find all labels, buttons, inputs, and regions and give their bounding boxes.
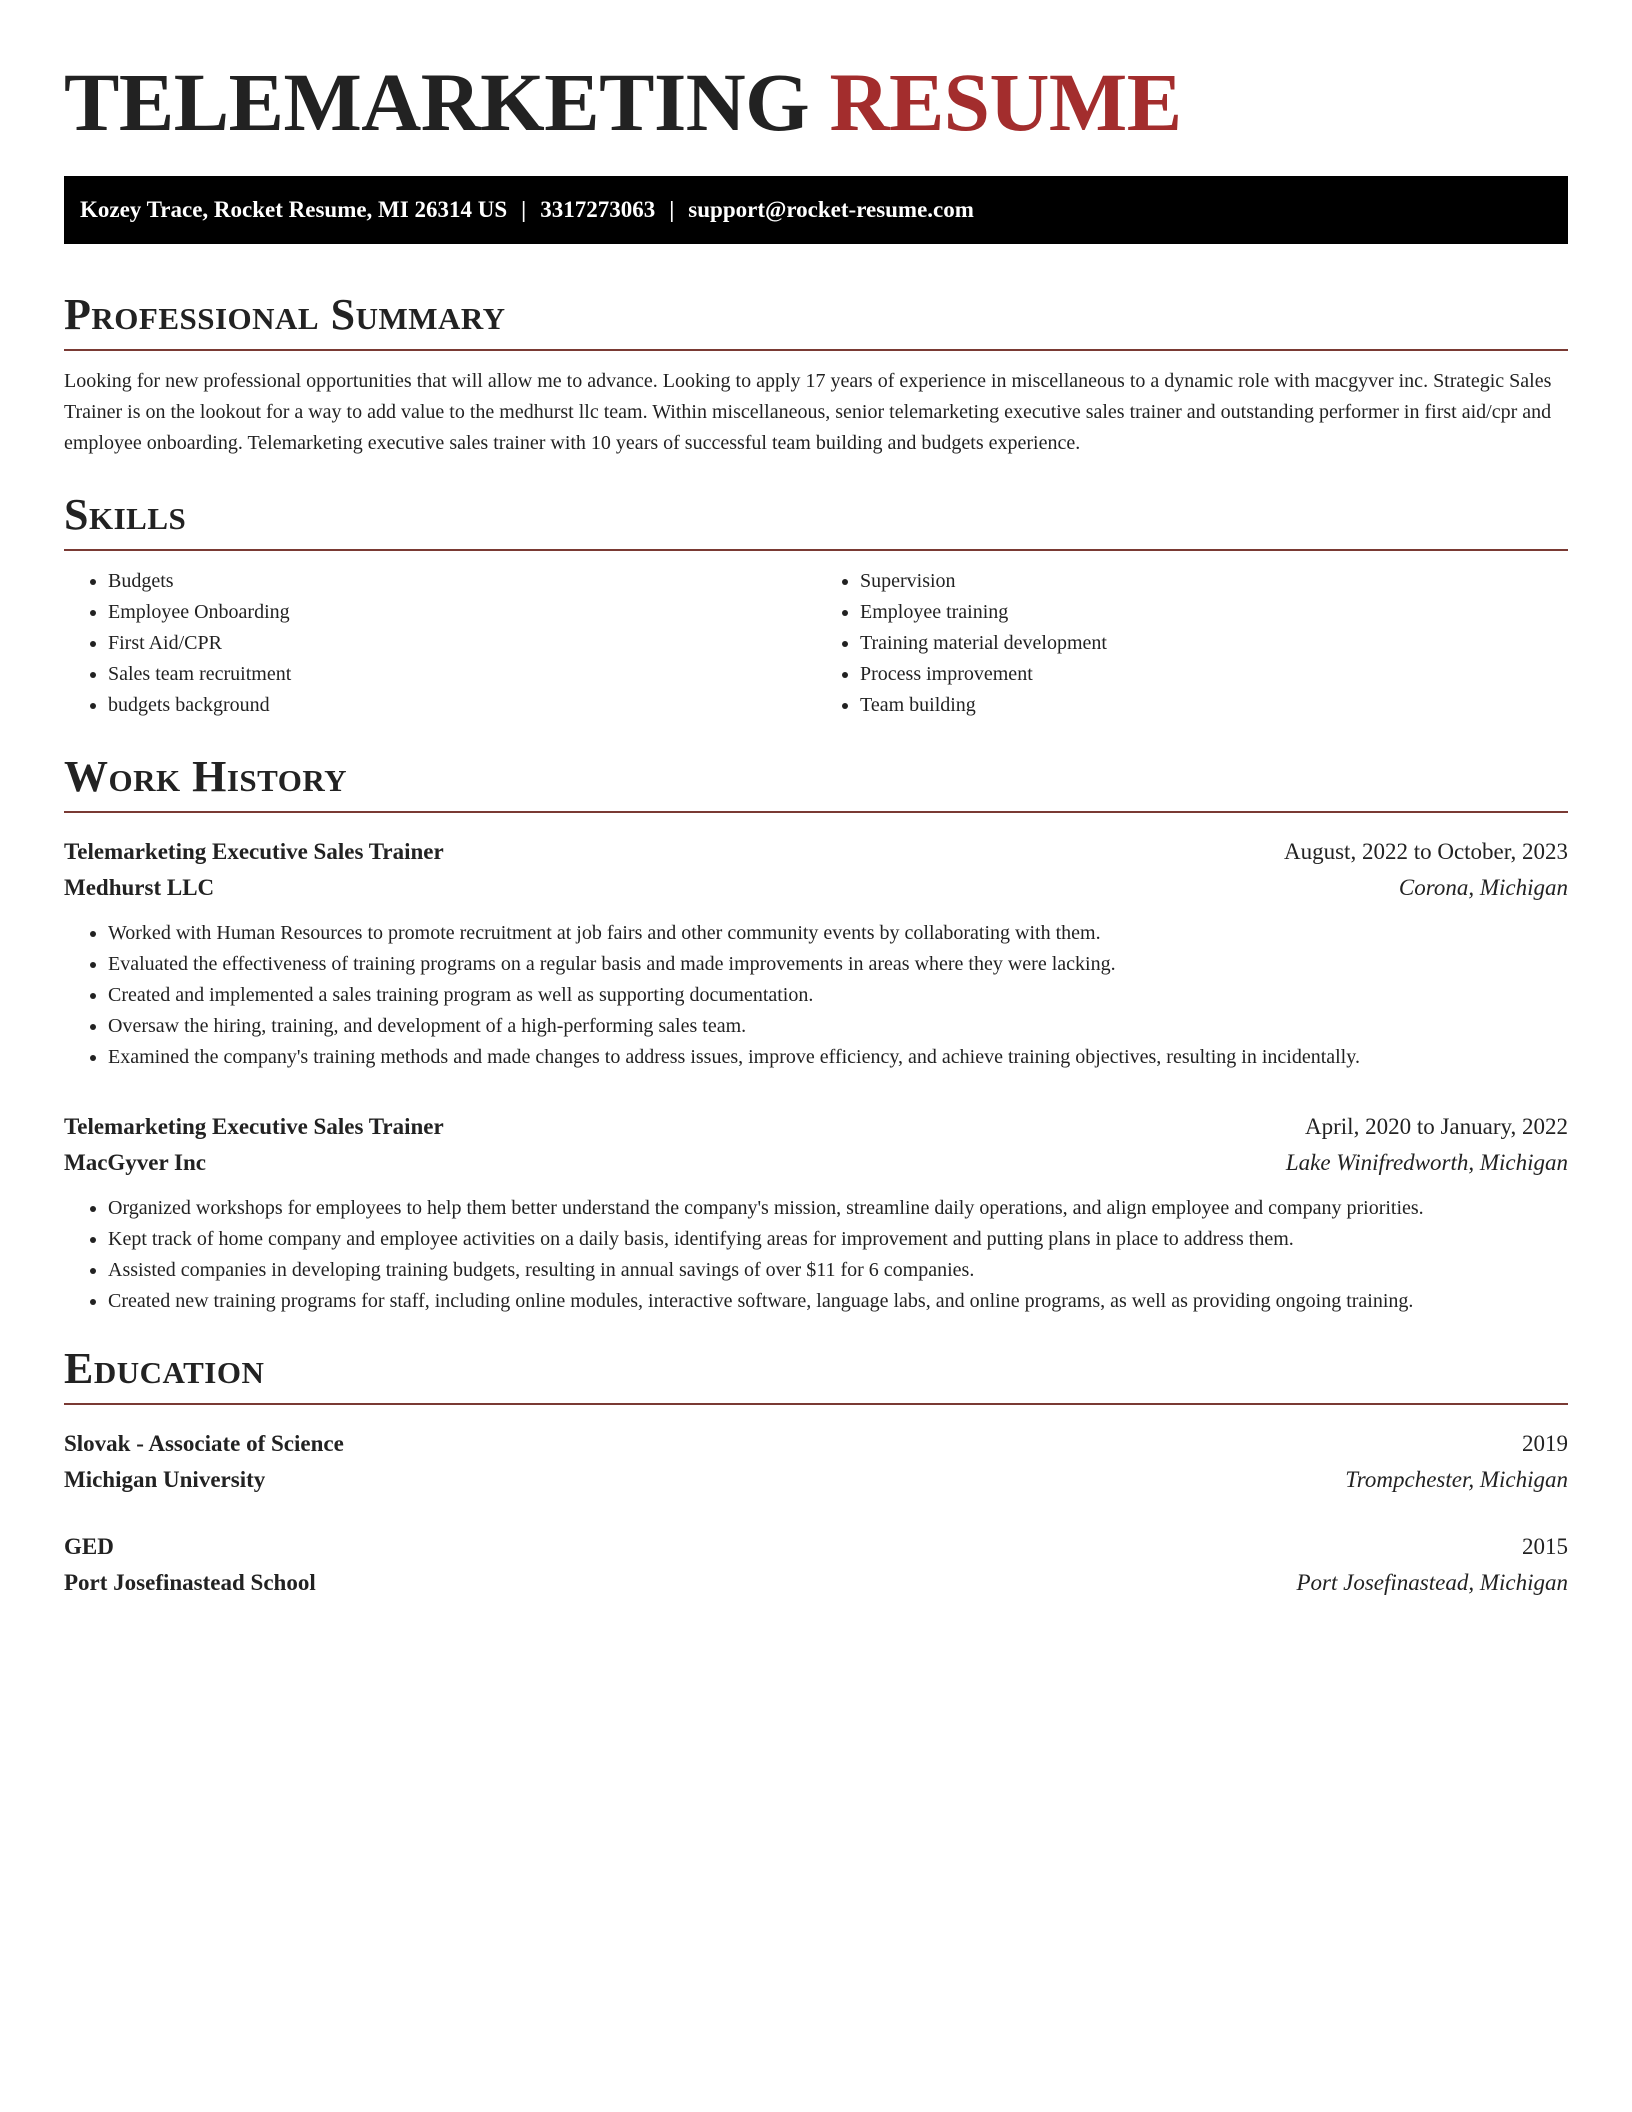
job-title: Telemarketing Executive Sales Trainer — [64, 839, 444, 864]
job-entry — [64, 834, 1568, 1073]
job-bullet: • Oversaw the hiring, training, and development of a high-performing sales team. — [108, 1011, 1568, 1042]
summary-text: Looking for new professional opportunities that will allow me to advance. Looking to apply 17 years of experience in miscellaneous to a dynamic role with macgyver inc. Strategic Sales Trainer is on the lookout for a way to add value to the medhurst llc team. Within miscellaneous, senior telemarketing executive sales trainer and outstanding performer in first aid/cpr and employee onboarding. Telemarketing executive sales trainer with 10 years of successful team building and budgets experience. — [64, 370, 1552, 454]
job-bullet: • Evaluated the effectiveness of training programs on a regular basis and made improvements in areas where they were lacking. — [108, 949, 1568, 980]
contact-phone: 3317273063 — [540, 197, 656, 222]
job-dates: August, 2022 to October, 2023 — [1284, 839, 1568, 864]
education-school-row — [64, 1462, 1568, 1498]
education-degree-row — [64, 1426, 1568, 1462]
skill-item: • Supervision — [860, 566, 1568, 597]
education-entry — [64, 1426, 1568, 1498]
education-location: Port Josefinastead, Michigan — [1296, 1570, 1568, 1595]
job-location: Corona, Michigan — [1398, 875, 1568, 900]
education-degree-row — [64, 1529, 1568, 1565]
job-bullet: • Examined the company's training methods and made changes to address issues, improve efficiency, and achieve training objectives, resulting in incidentally. — [108, 1042, 1568, 1073]
skill-item: • Process improvement — [860, 659, 1568, 690]
education-year: 2015 — [1522, 1534, 1568, 1559]
job-company: MacGyver Inc — [64, 1150, 207, 1175]
job-bullet: • Kept track of home company and employee activities on a daily basis, identifying areas for improvement and putting plans in place to address them. — [108, 1224, 1568, 1255]
job-bullet: • Assisted companies in developing training budgets, resulting in annual savings of over $11 for 6 companies. — [108, 1255, 1568, 1286]
skill-item: • First Aid/CPR — [108, 628, 816, 659]
job-bullets — [64, 1193, 1568, 1317]
education-year: 2019 — [1522, 1431, 1568, 1456]
work-history-heading: Work History — [64, 749, 1568, 813]
education-entry — [64, 1529, 1568, 1601]
skills-list-left — [64, 566, 816, 721]
contact-bar — [64, 176, 1568, 244]
resume-title — [64, 0, 1568, 152]
skill-item: • budgets background — [108, 690, 816, 721]
job-company: Medhurst LLC — [64, 875, 215, 900]
contact-separator: | — [669, 197, 675, 222]
job-bullet: • Created new training programs for staff, including online modules, interactive software, language labs, and online programs, as well as providing ongoing training. — [108, 1286, 1568, 1317]
job-header-row — [64, 834, 1568, 870]
job-entry — [64, 1109, 1568, 1317]
contact-email: support@rocket-resume.com — [688, 197, 974, 222]
job-bullet: • Created and implemented a sales training program as well as supporting documentation. — [108, 980, 1568, 1011]
skills-heading: Skills — [64, 487, 1568, 551]
job-bullets — [64, 918, 1568, 1073]
skill-item: • Budgets — [108, 566, 816, 597]
contact-separator: | — [521, 197, 527, 222]
education-degree: GED — [64, 1534, 114, 1559]
job-bullet: • Organized workshops for employees to help them better understand the company's mission, streamline daily operations, and align employee and company priorities. — [108, 1193, 1568, 1224]
title-accent: RESUME — [829, 56, 1182, 148]
education-school: Michigan University — [64, 1467, 266, 1492]
job-dates: April, 2020 to January, 2022 — [1305, 1114, 1568, 1139]
education-school: Port Josefinastead School — [64, 1570, 316, 1595]
job-location: Lake Winifredworth, Michigan — [1285, 1150, 1568, 1175]
education-school-row — [64, 1565, 1568, 1601]
skills-list-right — [816, 566, 1568, 721]
education-heading: Education — [64, 1341, 1568, 1405]
skill-item: • Employee training — [860, 597, 1568, 628]
job-company-row — [64, 1145, 1568, 1181]
contact-address: Kozey Trace, Rocket Resume, MI 26314 US — [80, 197, 508, 222]
summary-heading: Professional Summary — [64, 287, 1568, 351]
job-title: Telemarketing Executive Sales Trainer — [64, 1114, 444, 1139]
skill-item: • Employee Onboarding — [108, 597, 816, 628]
skill-item: • Team building — [860, 690, 1568, 721]
skills-grid — [64, 566, 1568, 721]
skill-item: • Sales team recruitment — [108, 659, 816, 690]
education-location: Trompchester, Michigan — [1345, 1467, 1568, 1492]
title-main: TELEMARKETING — [64, 56, 810, 148]
job-company-row — [64, 870, 1568, 906]
job-bullet: • Worked with Human Resources to promote recruitment at job fairs and other community events by collaborating with them. — [108, 918, 1568, 949]
job-header-row — [64, 1109, 1568, 1145]
education-degree: Slovak - Associate of Science — [64, 1431, 344, 1456]
skill-item: • Training material development — [860, 628, 1568, 659]
